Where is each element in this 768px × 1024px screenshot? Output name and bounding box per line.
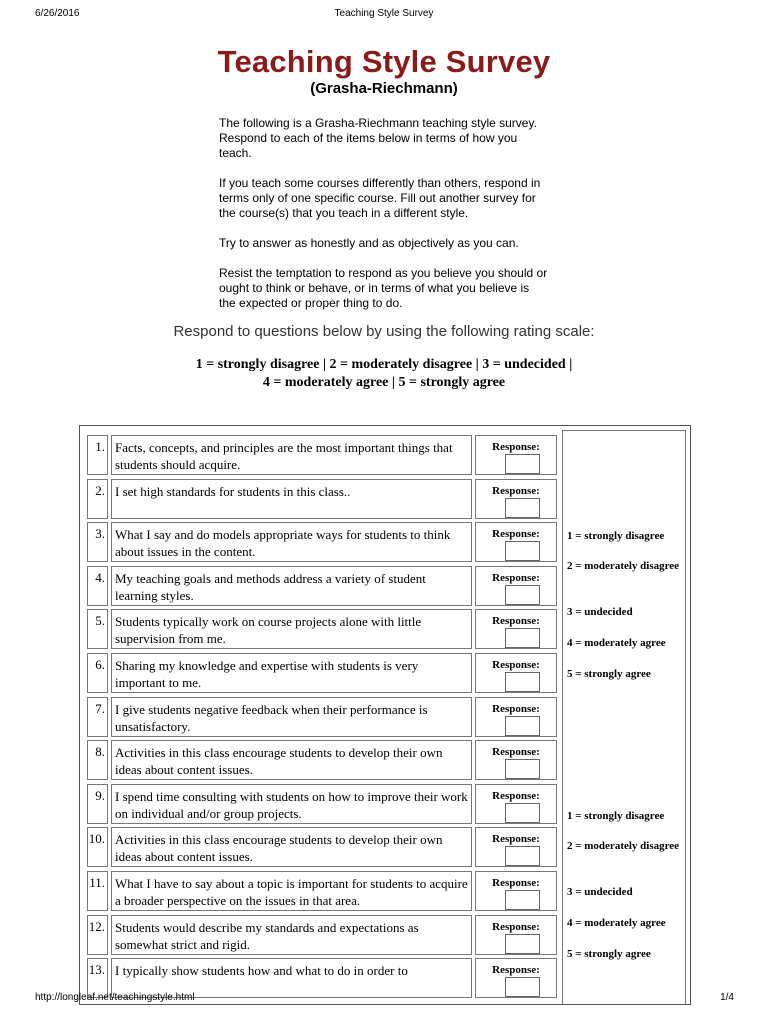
- question-text: I set high standards for students in this class..: [111, 479, 472, 519]
- legend-item: 1 = strongly disagree: [567, 810, 665, 822]
- question-text: Activities in this class encourage students to develop their own ideas about content issues.: [111, 827, 472, 867]
- response-input[interactable]: [505, 934, 540, 954]
- response-label: Response:: [492, 877, 540, 889]
- response-input[interactable]: [505, 803, 540, 823]
- question-number: 1.: [87, 435, 108, 475]
- response-label: Response:: [492, 571, 540, 584]
- response-input[interactable]: [505, 454, 540, 474]
- question-row: [87, 435, 557, 475]
- question-text: I spend time consulting with students on how to improve their work on individual and/or group projects.: [111, 784, 472, 824]
- question-text: Students typically work on course projects alone with little supervision from me.: [111, 609, 472, 649]
- question-text: My teaching goals and methods address a variety of student learning styles.: [111, 566, 472, 606]
- question-number: 9.: [87, 784, 108, 824]
- response-input[interactable]: [505, 672, 540, 692]
- response-cell: [475, 740, 557, 780]
- intro-paragraph: If you teach some courses differently than others, respond in terms only of one specific course. Fill out another survey for the course(s) that you teach in a different style.: [219, 176, 541, 220]
- response-input[interactable]: [505, 890, 540, 910]
- legend-item: 4 = moderately agree: [567, 917, 666, 929]
- question-row: [87, 479, 557, 519]
- response-cell: [475, 784, 557, 824]
- question-number: 11.: [87, 871, 108, 911]
- question-row: [87, 740, 557, 780]
- intro-paragraph: The following is a Grasha-Riechmann teaching style survey. Respond to each of the items below in terms of how you teach.: [219, 116, 537, 160]
- question-number: 10.: [87, 827, 108, 867]
- question-row: [87, 566, 557, 606]
- response-label: Response:: [492, 789, 540, 802]
- question-row: [87, 697, 557, 737]
- print-page-number: 1/4: [720, 992, 734, 1003]
- question-text: Students would describe my standards and expectations as somewhat strict and rigid.: [111, 915, 472, 955]
- question-number: 6.: [87, 653, 108, 693]
- response-input[interactable]: [505, 716, 540, 736]
- response-label: Response:: [492, 964, 540, 977]
- question-text: Activities in this class encourage students to develop their own ideas about content issues.: [111, 740, 472, 780]
- page-title: Teaching Style Survey: [217, 44, 551, 79]
- response-label: Response:: [492, 441, 540, 453]
- print-date: 6/26/2016: [35, 8, 80, 19]
- legend-item: 5 = strongly agree: [567, 948, 651, 960]
- response-input[interactable]: [505, 585, 540, 605]
- response-cell: [475, 697, 557, 737]
- question-number: 2.: [87, 479, 108, 519]
- response-input[interactable]: [505, 846, 540, 866]
- question-text: What I say and do models appropriate ways for students to think about issues in the content.: [111, 522, 472, 562]
- intro-paragraph: Try to answer as honestly and as objectively as you can.: [219, 236, 519, 250]
- rating-scale-line: 4 = moderately agree | 5 = strongly agree: [262, 375, 506, 390]
- response-input[interactable]: [505, 541, 540, 561]
- legend-item: 2 = moderately disagree: [567, 560, 680, 572]
- legend-item: 3 = undecided: [567, 886, 633, 898]
- print-header: [0, 8, 768, 24]
- question-text: Sharing my knowledge and expertise with students is very important to me.: [111, 653, 472, 693]
- response-label: Response:: [492, 615, 540, 628]
- rating-scale-line: 1 = strongly disagree | 2 = moderately disagree | 3 = undecided |: [195, 357, 573, 372]
- question-row: [87, 915, 557, 955]
- response-label: Response:: [492, 833, 540, 846]
- response-input[interactable]: [505, 759, 540, 779]
- legend-item: 1 = strongly disagree: [567, 530, 665, 542]
- question-row: [87, 653, 557, 693]
- response-label: Response:: [492, 484, 540, 497]
- question-number: 7.: [87, 697, 108, 737]
- response-label: Response:: [492, 702, 540, 715]
- response-cell: [475, 479, 557, 519]
- print-url: http://longleaf.net/teachingstyle.html: [35, 992, 195, 1003]
- response-cell: [475, 522, 557, 562]
- rating-scale-intro: Respond to questions below by using the following rating scale:: [173, 323, 595, 340]
- response-cell: [475, 566, 557, 606]
- response-input[interactable]: [505, 628, 540, 648]
- legend-column: [562, 430, 686, 1005]
- question-text: I give students negative feedback when their performance is unsatisfactory.: [111, 697, 472, 737]
- response-label: Response:: [492, 528, 540, 541]
- response-cell: [475, 609, 557, 649]
- question-text: I typically show students how and what to do in order to: [111, 958, 472, 998]
- legend-item: 4 = moderately agree: [567, 637, 666, 649]
- response-input[interactable]: [505, 498, 540, 518]
- print-footer: [0, 992, 768, 1008]
- question-text: What I have to say about a topic is important for students to acquire a broader perspective on the issues in that area.: [111, 871, 472, 911]
- question-row: [87, 827, 557, 867]
- intro-text: [219, 116, 549, 326]
- question-row: [87, 522, 557, 562]
- question-number: 8.: [87, 740, 108, 780]
- response-label: Response:: [492, 659, 540, 671]
- question-row: [87, 784, 557, 824]
- question-text: Facts, concepts, and principles are the most important things that students should acquire.: [111, 435, 472, 475]
- question-row: [87, 609, 557, 649]
- response-cell: [475, 435, 557, 475]
- response-cell: [475, 871, 557, 911]
- response-label: Response:: [492, 746, 540, 759]
- print-page-title: Teaching Style Survey: [334, 8, 434, 19]
- page-subtitle: (Grasha-Riechmann): [310, 80, 458, 97]
- response-cell: [475, 915, 557, 955]
- legend-item: 2 = moderately disagree: [567, 840, 680, 852]
- question-number: 12.: [87, 915, 108, 955]
- legend-item: 3 = undecided: [567, 606, 633, 618]
- response-label: Response:: [492, 920, 540, 933]
- legend-item: 5 = strongly agree: [567, 668, 651, 680]
- question-number: 13.: [87, 958, 108, 998]
- question-number: 3.: [87, 522, 108, 562]
- question-row: [87, 871, 557, 911]
- survey-table: [79, 425, 691, 1005]
- question-number: 4.: [87, 566, 108, 606]
- response-cell: [475, 827, 557, 867]
- question-number: 5.: [87, 609, 108, 649]
- response-cell: [475, 653, 557, 693]
- intro-paragraph: Resist the temptation to respond as you believe you should or ought to think or behave, or in terms of what you believe is the expected or proper thing to do.: [219, 266, 548, 310]
